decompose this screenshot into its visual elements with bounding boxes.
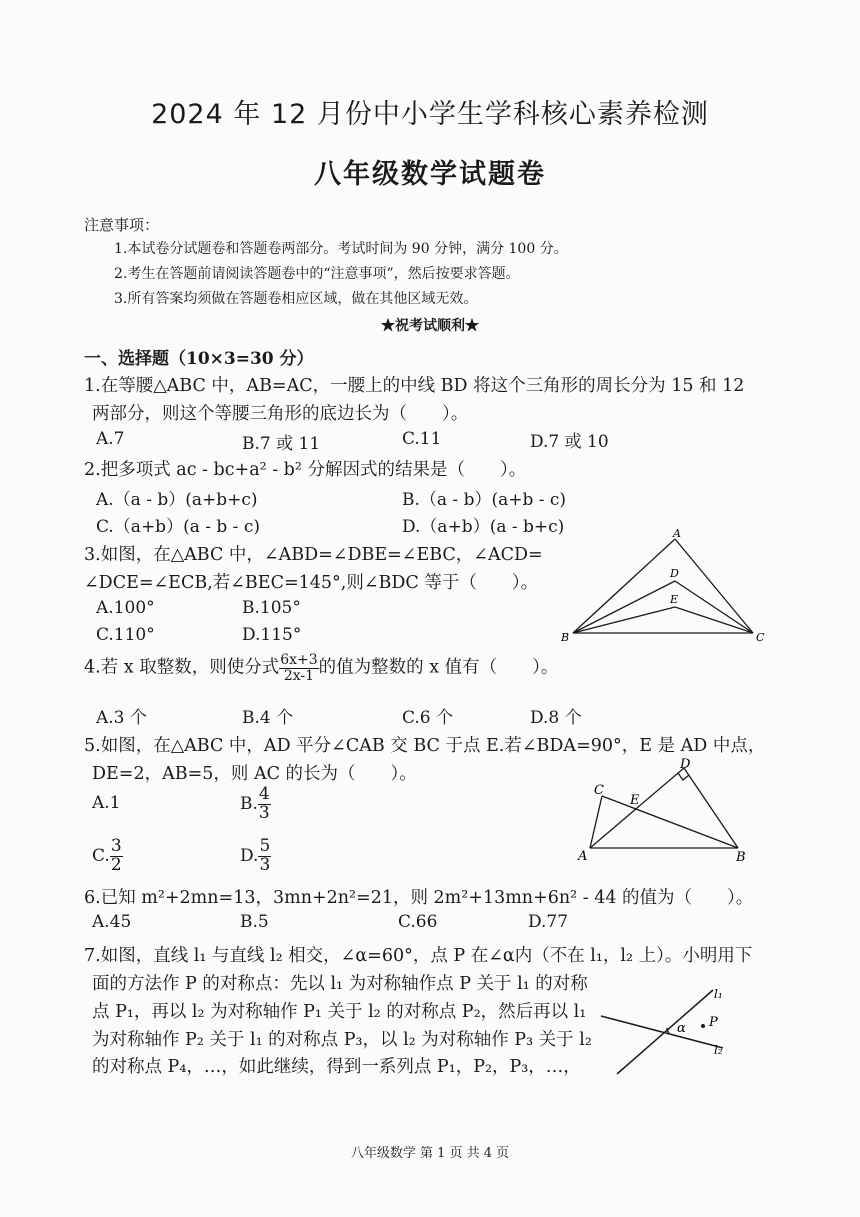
q4-fraction	[279, 653, 318, 683]
exam-subtitle: 八年级数学试题卷	[314, 159, 546, 190]
q5-option-a: A.1	[92, 793, 121, 813]
q7-label-p: P	[709, 1015, 718, 1030]
q5-option-d-label: D.	[240, 845, 259, 866]
q7-line3: 点 P₁，再以 l₂ 为对称轴作 P₁ 关于 l₂ 的对称点 P₂，然后再以 l₁	[92, 1002, 587, 1022]
q2-option-d: D.（a+b）(a - b+c)	[402, 517, 565, 537]
q2-option-b: B.（a - b）(a+b - c)	[402, 490, 567, 510]
q6-option-b: B.5	[240, 912, 269, 932]
notice-item-1: 1.本试卷分试题卷和答题卷两部分。考试时间为 90 分钟，满分 100 分。	[114, 241, 568, 257]
q5-option-b	[240, 786, 271, 823]
q7-label-l1: l₁	[714, 987, 723, 1001]
q5-option-b-fraction	[258, 786, 271, 823]
q2-option-a: A.（a - b）(a+b+c)	[96, 490, 258, 510]
q2-line1: 2.把多项式 ac - bc+a² - b² 分解因式的结果是（ ）。	[84, 460, 527, 480]
q3-option-b: B.105°	[242, 598, 301, 618]
q3-line2: ∠DCE=∠ECB,若∠BEC=145°,则∠BDC 等于（ ）。	[84, 573, 539, 593]
q4-line	[84, 653, 558, 683]
q5-label-d: D	[680, 757, 691, 772]
notice-item-3: 3.所有答案均须做在答题卷相应区域，做在其他区域无效。	[114, 291, 478, 307]
q4-option-d: D.8 个	[530, 708, 582, 728]
notice-item-2: 2.考生在答题前请阅读答题卷中的“注意事项”，然后按要求答题。	[114, 266, 520, 282]
q3-option-a: A.100°	[96, 598, 155, 618]
section-title: 一、选择题（10×3=30 分）	[84, 349, 314, 369]
q5-option-c	[92, 838, 123, 875]
q5-label-e: E	[630, 793, 640, 808]
q7-label-alpha: α	[677, 1021, 686, 1036]
q3-label-e: E	[670, 593, 679, 606]
q5-label-c: C	[594, 783, 604, 798]
q1-option-a: A.7	[96, 429, 125, 449]
q1-option-b: B.7 或 11	[242, 434, 321, 454]
q2-option-c: C.（a+b）(a - b - c)	[96, 517, 260, 537]
q7-line1: 7.如图，直线 l₁ 与直线 l₂ 相交，∠α=60°，点 P 在∠α内（不在 l₁，l₂ 上）。小明用下	[84, 946, 753, 966]
q3-label-a: A	[673, 527, 681, 540]
q6-option-c: C.66	[398, 912, 438, 932]
q4-denominator: 2x-1	[283, 667, 315, 684]
q5-c-num: 3	[110, 836, 122, 856]
q3-option-c: C.110°	[96, 625, 155, 645]
q5-option-c-fraction	[110, 838, 123, 875]
q1-line1: 1.在等腰△ABC 中，AB=AC，一腰上的中线 BD 将这个三角形的周长分为 15 和 12	[84, 376, 745, 396]
q4-option-a: A.3 个	[96, 708, 147, 728]
q4-option-b: B.4 个	[242, 708, 294, 728]
blessing: ★祝考试顺利★	[381, 318, 479, 334]
q5-option-c-label: C.	[92, 845, 110, 866]
q7-line4: 为对称轴作 P₂ 关于 l₁ 的对称点 P₃，以 l₂ 为对称轴作 P₃ 关于 l₂	[92, 1030, 592, 1050]
q1-option-c: C.11	[402, 429, 442, 449]
exam-title: 2024 年 12 月份中小学生学科核心素养检测	[151, 99, 709, 130]
q7-label-l2: l₂	[714, 1043, 723, 1057]
q7-lines-figure	[595, 980, 745, 1080]
q5-label-b: B	[736, 850, 746, 865]
q7-line5: 的对称点 P₄，…，如此继续，得到一系列点 P₁，P₂，P₃，…，	[92, 1057, 581, 1077]
q5-line1: 5.如图，在△ABC 中，AD 平分∠CAB 交 BC 于点 E.若∠BDA=90°，E 是 AD 中点，	[84, 736, 766, 756]
q3-triangle-figure	[555, 525, 775, 650]
q1-option-d: D.7 或 10	[530, 432, 609, 452]
q3-line1: 3.如图，在△ABC 中，∠ABD=∠DBE=∠EBC，∠ACD=	[84, 545, 543, 565]
q6-line1: 6.已知 m²+2mn=13，3mn+2n²=21，则 2m²+13mn+6n² - 44 的值为（ ）。	[84, 888, 754, 908]
q7-line2: 面的方法作 P 的对称点：先以 l₁ 为对称轴作点 P 关于 l₁ 的对称	[92, 974, 588, 994]
q4-pre: 4.若 x 取整数，则使分式	[84, 657, 280, 678]
q5-b-num: 4	[258, 784, 270, 804]
q5-d-den: 3	[259, 854, 271, 875]
q6-option-a: A.45	[92, 912, 132, 932]
q5-option-d-fraction	[258, 838, 271, 875]
q5-option-b-label: B.	[240, 793, 258, 814]
q6-option-d: D.77	[528, 912, 569, 932]
q4-option-c: C.6 个	[402, 708, 454, 728]
q5-b-den: 3	[258, 802, 270, 823]
q4-post: 的值为整数的 x 值有（ ）。	[318, 657, 559, 678]
q3-label-b: B	[561, 631, 570, 644]
q5-triangle-figure	[570, 752, 760, 867]
q5-d-num: 5	[259, 836, 271, 856]
q3-option-d: D.115°	[242, 625, 302, 645]
q5-c-den: 2	[110, 854, 122, 875]
q3-label-d: D	[670, 567, 679, 580]
page-footer: 八年级数学 第 1 页 共 4 页	[350, 1146, 510, 1161]
q5-option-d	[240, 838, 271, 875]
q3-label-c: C	[756, 631, 765, 644]
q4-numerator: 6x+3	[280, 652, 318, 668]
q1-line2: 两部分，则这个等腰三角形的底边长为（ ）。	[92, 404, 469, 424]
notice-heading: 注意事项：	[84, 216, 160, 234]
q5-label-a: A	[578, 849, 588, 864]
q5-line2: DE=2，AB=5，则 AC 的长为（ ）。	[92, 764, 417, 784]
